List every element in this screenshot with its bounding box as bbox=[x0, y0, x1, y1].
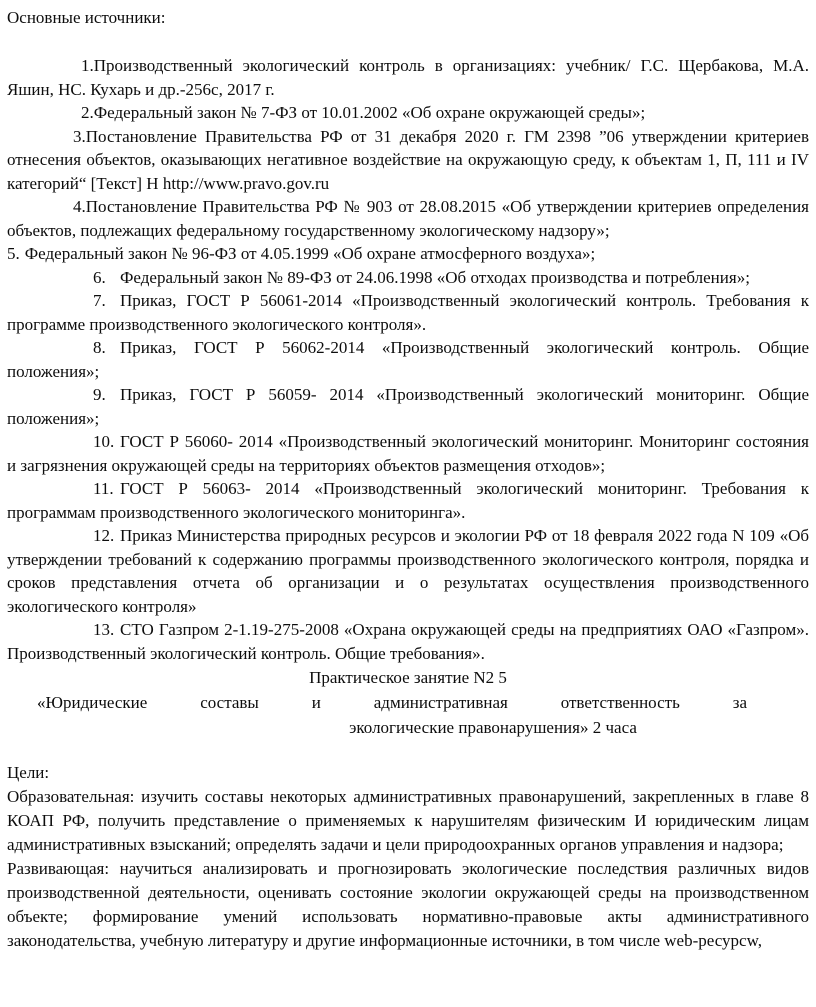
source-item-number: 2. bbox=[81, 103, 94, 122]
source-item-3 bbox=[7, 125, 809, 196]
source-item-number: 8. bbox=[93, 338, 106, 357]
source-item-9 bbox=[7, 383, 809, 430]
source-item-number: 5. bbox=[7, 244, 20, 263]
source-item-6 bbox=[7, 266, 809, 290]
source-item-number: 7. bbox=[93, 291, 106, 310]
source-item-text: Федеральный закон № 7-ФЗ от 10.01.2002 «Об охране окружающей среды»; bbox=[93, 103, 646, 122]
source-item-number: 11. bbox=[93, 479, 114, 498]
lesson-subtitle-line2: экологические правонарушения» 2 часа bbox=[349, 718, 637, 737]
source-item-number: 9. bbox=[93, 385, 106, 404]
source-item-text: ГОСТ Р 56063- 2014 «Производственный экологический мониторинг. Требования к программам производственного экологического мониторинга». bbox=[7, 479, 809, 522]
source-item-text: Федеральный закон № 96-ФЗ от 4.05.1999 «Об охране атмосферного воздуха»; bbox=[24, 244, 596, 263]
source-item-4 bbox=[7, 195, 809, 242]
source-item-10 bbox=[7, 430, 809, 477]
source-item-number: 10. bbox=[93, 432, 115, 451]
source-item-text: Постановление Правительства РФ от 31 декабря 2020 г. ГМ 2398 ”06 утверждении критериев отнесения объектов, оказывающих негативное воздействие на окружающую среду, к объектам 1, П, 111 и IV категорий“ [Текст] Н http://www.pravo.gov.ru bbox=[7, 126, 809, 193]
source-item-number: 4. bbox=[73, 197, 86, 216]
goal-educational: Образовательная: изучить составы некоторых административных правонарушений, закрепленных в главе 8 КОАП РФ, получить представление о применяемых к нарушителям физическим И юридическим лицам административных взысканий; определять задачи и цели природоохранных органов управления и надзора; bbox=[7, 787, 809, 854]
source-item-2 bbox=[7, 101, 809, 125]
sources-list bbox=[7, 54, 809, 665]
source-item-12 bbox=[7, 524, 809, 618]
source-item-5 bbox=[7, 242, 809, 266]
source-item-text: Производственный экологический контроль в организациях: учебник/ Г.С. Щербакова, М.А. Яшин, НС. Кухарь и др.-256с, 2017 г. bbox=[7, 56, 809, 99]
source-item-text: СТО Газпром 2-1.19-275-2008 «Охрана окружающей среды на предприятиях ОАО «Газпром». Производственный экологический контроль. Общие требования». bbox=[7, 620, 809, 663]
source-item-13 bbox=[7, 618, 809, 665]
source-item-7 bbox=[7, 289, 809, 336]
sources-heading: Основные источники: bbox=[7, 8, 166, 27]
source-item-text: Приказ Министерства природных ресурсов и экологии РФ от 18 февраля 2022 года N 109 «Об утверждении требований к содержанию программы производственного экологического контроля, порядка и сроков представления отчета об организации и о результатах осуществления производственного экологического контроля» bbox=[7, 526, 809, 616]
source-item-text: Приказ, ГОСТ Р 56061-2014 «Производственный экологический контроль. Требования к программе производственного экологического контроля». bbox=[7, 291, 809, 334]
source-item-number: 3. bbox=[73, 126, 86, 146]
source-item-11 bbox=[7, 477, 809, 524]
lesson-title: Практическое занятие N2 5 bbox=[309, 668, 507, 687]
lesson-subtitle-line1: «Юридические составы и административная ответственность за bbox=[37, 693, 747, 712]
goals-heading: Цели: bbox=[7, 763, 50, 782]
source-item-8 bbox=[7, 336, 809, 383]
goal-developmental: Развивающая: научиться анализировать и прогнозировать экологические последствия различных видов производственной деятельности, оценивать состояние экологии окружающей среды на производственном объекте; формирование умений использовать нормативно-правовые акты административного законодательства, учебную литературу и другие информационные источники, в том числе web-ресурсw, bbox=[7, 859, 809, 950]
source-item-number: 12. bbox=[93, 526, 115, 545]
source-item-text: Приказ, ГОСТ Р 56062-2014 «Производственный экологический контроль. Общие положения»; bbox=[7, 338, 809, 381]
source-item-1 bbox=[7, 54, 809, 101]
source-item-number: 6. bbox=[93, 267, 106, 287]
source-item-text: Федеральный закон № 89-ФЗ от 24.06.1998 «Об отходах производства и потребления»; bbox=[120, 267, 750, 287]
source-item-text: Приказ, ГОСТ Р 56059- 2014 «Производственный экологический мониторинг. Общие положения»; bbox=[7, 385, 809, 428]
source-item-number: 1. bbox=[81, 56, 94, 75]
source-item-text: Постановление Правительства РФ № 903 от 28.08.2015 «Об утверждении критериев определения объектов, подлежащих федеральному государственному экологическому надзору»; bbox=[7, 197, 809, 240]
source-item-number: 13. bbox=[93, 620, 115, 639]
source-item-text: ГОСТ Р 56060- 2014 «Производственный экологический мониторинг. Мониторинг состояния и загрязнения окружающей среды на территориях объектов размещения отходов»; bbox=[7, 432, 809, 475]
